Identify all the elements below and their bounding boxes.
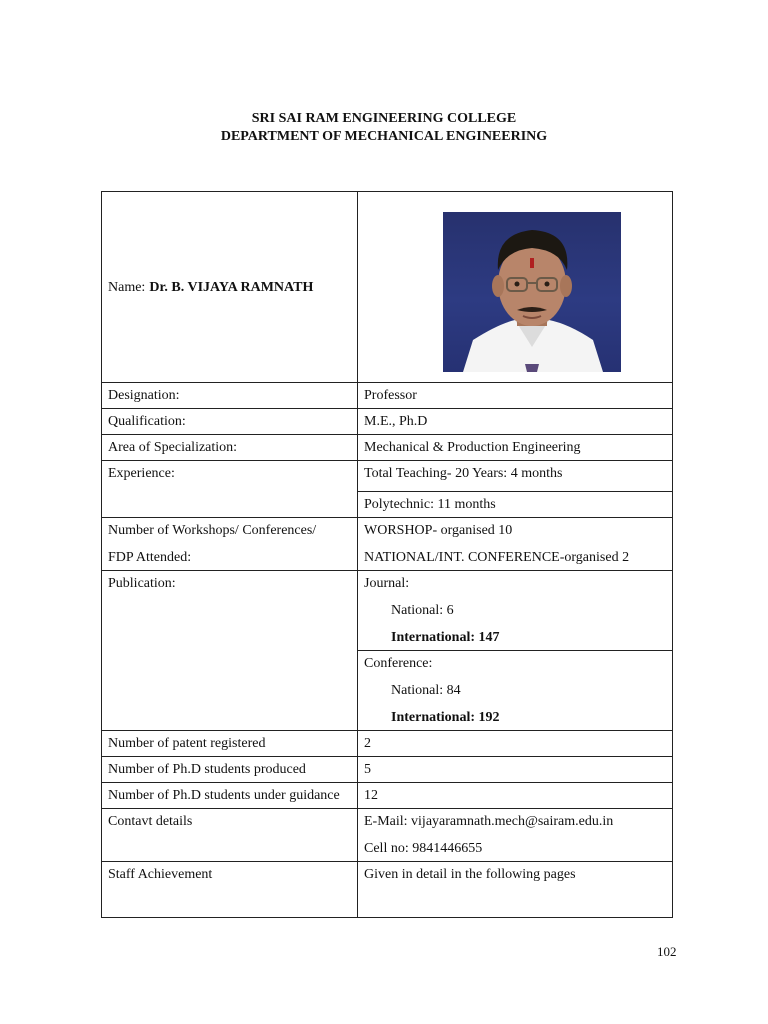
- achievement-row: [102, 862, 673, 918]
- workshops-label: [102, 518, 358, 571]
- conference-national: National: 84: [391, 683, 461, 698]
- contact-row: [102, 809, 673, 862]
- phd-produced-value: 5: [358, 757, 673, 783]
- designation-row: [102, 383, 673, 409]
- contact-cell-number: Cell no: 9841446655: [364, 841, 483, 856]
- faculty-profile-table: [101, 191, 673, 918]
- publication-row: [102, 571, 673, 651]
- journal-label: Journal:: [364, 576, 410, 591]
- conference-cell: [358, 651, 673, 731]
- conference-label: Conference:: [364, 656, 433, 671]
- experience-polytechnic: Polytechnic: 11 months: [358, 492, 673, 518]
- name-value: Dr. B. VIJAYA RAMNATH: [149, 279, 314, 295]
- specialization-value: Mechanical & Production Engineering: [358, 435, 673, 461]
- experience-label: Experience:: [102, 461, 358, 518]
- contact-cell: [358, 809, 673, 862]
- specialization-label: Area of Specialization:: [102, 435, 358, 461]
- contact-email: E-Mail: vijayaramnath.mech@sairam.edu.in: [364, 814, 614, 829]
- department-name: DEPARTMENT OF MECHANICAL ENGINEERING: [220, 129, 548, 144]
- journal-international: International: 147: [391, 630, 500, 645]
- qualification-row: [102, 409, 673, 435]
- experience-teaching: Total Teaching- 20 Years: 4 months: [358, 461, 673, 492]
- journal-cell: [358, 571, 673, 651]
- portrait-image: [443, 212, 621, 372]
- patent-label: Number of patent registered: [102, 731, 358, 757]
- qualification-value: M.E., Ph.D: [358, 409, 673, 435]
- college-name: SRI SAI RAM ENGINEERING COLLEGE: [251, 111, 517, 126]
- phd-produced-row: [102, 757, 673, 783]
- workshops-value: [358, 518, 673, 571]
- workshops-label-line-2: FDP Attended:: [108, 550, 192, 565]
- publication-label: Publication:: [102, 571, 358, 731]
- workshops-value-line-2: NATIONAL/INT. CONFERENCE-organised 2: [364, 550, 630, 565]
- name-row: [102, 192, 673, 383]
- phd-guidance-label: Number of Ph.D students under guidance: [102, 783, 358, 809]
- phd-guidance-row: [102, 783, 673, 809]
- achievement-label: Staff Achievement: [102, 862, 358, 918]
- profile-photo: [443, 212, 621, 372]
- name-label: Name:: [108, 279, 146, 295]
- page-number: 102: [657, 944, 677, 959]
- specialization-row: [102, 435, 673, 461]
- patent-value: 2: [358, 731, 673, 757]
- photo-cell: [358, 192, 673, 383]
- name-cell: [102, 192, 358, 383]
- workshops-value-line-1: WORSHOP- organised 10: [364, 523, 513, 538]
- experience-row: [102, 461, 673, 492]
- phd-guidance-value: 12: [358, 783, 673, 809]
- contact-label: Contavt details: [102, 809, 358, 862]
- patent-row: [102, 731, 673, 757]
- journal-national: National: 6: [391, 603, 454, 618]
- achievement-value: Given in detail in the following pages: [358, 862, 673, 918]
- conference-international: International: 192: [391, 710, 500, 725]
- designation-value: Professor: [358, 383, 673, 409]
- phd-produced-label: Number of Ph.D students produced: [102, 757, 358, 783]
- designation-label: Designation:: [102, 383, 358, 409]
- qualification-label: Qualification:: [102, 409, 358, 435]
- workshops-label-line-1: Number of Workshops/ Conferences/: [108, 523, 317, 538]
- workshops-row: [102, 518, 673, 571]
